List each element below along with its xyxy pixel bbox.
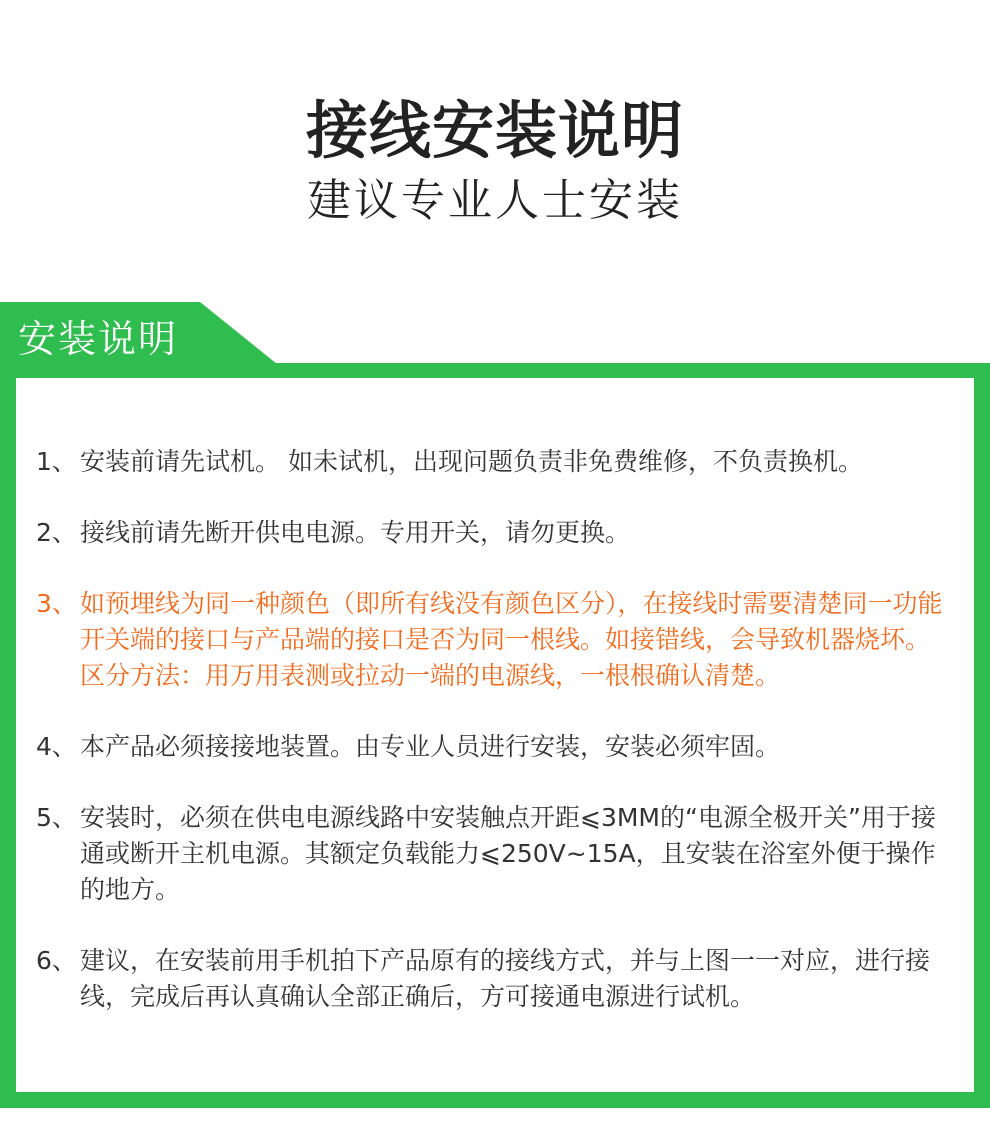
instruction-number: 5、 xyxy=(36,803,77,832)
instruction-text: 本产品必须接接地装置。由专业人员进行安装，安装必须牢固。 xyxy=(80,732,781,761)
instruction-text: 安装时，必须在供电电源线路中安装触点开距⩽3MM的“电源全极开关”用于接通或断开主机电源。其额定负载能力⩽250V~15A，且安装在浴室外便于操作的地方。 xyxy=(80,803,936,904)
instruction-item-6 xyxy=(36,943,946,1015)
instruction-item-2 xyxy=(36,515,946,551)
section-tab-label: 安装说明 xyxy=(18,317,179,361)
instruction-text: 接线前请先断开供电电源。专用开关，请勿更换。 xyxy=(80,518,631,547)
instruction-text: 建议，在安装前用手机拍下产品原有的接线方式，并与上图一一对应，进行接线，完成后再认真确认全部正确后，方可接通电源进行试机。 xyxy=(80,946,931,1011)
instruction-number: 2、 xyxy=(36,518,77,547)
instruction-item-5 xyxy=(36,800,946,908)
page-title: 接线安装说明 xyxy=(305,94,684,167)
instruction-number: 6、 xyxy=(36,946,77,975)
instruction-number: 1、 xyxy=(36,447,77,476)
instruction-item-1 xyxy=(36,444,946,480)
instruction-number: 4、 xyxy=(36,732,77,761)
instruction-item-3-warning xyxy=(36,586,946,694)
page-subtitle: 建议专业人士安装 xyxy=(307,175,683,226)
instruction-number: 3、 xyxy=(36,589,77,618)
instruction-text: 安装前请先试机。 如未试机，出现问题负责非免费维修，不负责换机。 xyxy=(80,447,863,476)
instruction-item-4 xyxy=(36,729,946,765)
instructions-list xyxy=(36,444,946,1050)
instruction-text: 如预埋线为同一种颜色（即所有线没有颜色区分），在接线时需要清楚同一功能开关端的接口与产品端的接口是否为同一根线。如接错线，会导致机器烧坏。区分方法：用万用表测或拉动一端的电源线，一根根确认清楚。 xyxy=(80,589,943,690)
